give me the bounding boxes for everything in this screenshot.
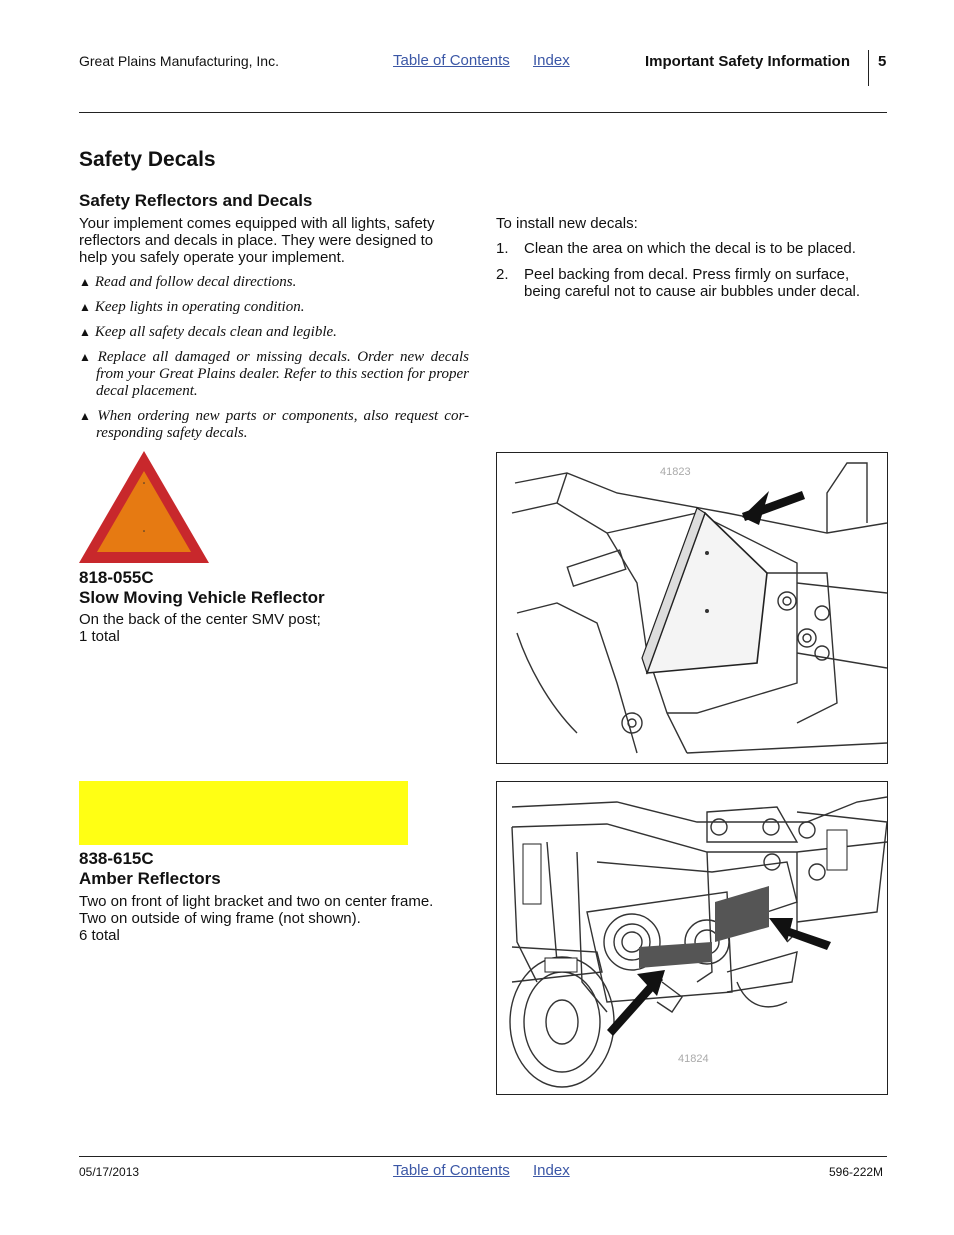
figure2-id: 41824 [678, 1053, 709, 1065]
install-step: Peel backing from decal. Press firmly on surface, being careful not to cause air bubbles under decal. [524, 266, 861, 300]
bullet-item: ▲ When ordering new parts or components, also request cor-responding safety decals. [79, 408, 469, 441]
decal1-part-number: 818-055C [79, 568, 154, 587]
footer-doc-number: 596-222M [829, 1165, 884, 1179]
figure-smv-post [496, 452, 888, 764]
intro-text: Your implement comes equipped with all lights, safety reflectors and decals in place. They were designed to help you safely operate your implement. [79, 215, 435, 266]
header-toc-link[interactable]: Table of Contents [393, 52, 510, 69]
decal2-part-number: 838-615C [79, 849, 154, 868]
footer-index-link[interactable]: Index [533, 1162, 570, 1179]
triangle-bullet-icon: ▲ [79, 325, 91, 339]
page-number: 5 [878, 53, 887, 70]
triangle-bullet-icon: ▲ [79, 275, 91, 289]
figure1-id: 41823 [660, 466, 691, 478]
bullet-item: ▲ Keep lights in operating condition. [79, 299, 305, 315]
amber-reflectors-illustration [497, 782, 887, 1094]
install-lead: To install new decals: [496, 215, 638, 232]
footer-date: 05/17/2013 [79, 1165, 140, 1179]
install-step-number: 1. [496, 240, 509, 257]
figure-amber-reflectors [496, 781, 888, 1095]
decal2-desc: Two on front of light bracket and two on center frame. [79, 893, 434, 910]
decal1-name: Slow Moving Vehicle Reflector [79, 588, 325, 607]
page-title: Safety Decals [79, 148, 216, 171]
bullet-item: ▲ Keep all safety decals clean and legible. [79, 324, 337, 340]
footer-toc-link[interactable]: Table of Contents [393, 1162, 510, 1179]
triangle-bullet-icon: ▲ [79, 300, 91, 314]
section-subtitle: Safety Reflectors and Decals [79, 191, 313, 210]
decal2-name: Amber Reflectors [79, 869, 221, 888]
smv-reflector-decal [79, 451, 209, 566]
install-step-number: 2. [496, 266, 509, 283]
bullet-item: ▲ Read and follow decal directions. [79, 274, 297, 290]
amber-reflector-decal [79, 781, 408, 845]
header-rule [79, 112, 887, 113]
decal1-desc: 1 total [79, 628, 120, 645]
triangle-bullet-icon: ▲ [79, 409, 94, 423]
triangle-bullet-icon: ▲ [79, 350, 94, 364]
header-company: Great Plains Manufacturing, Inc. [79, 53, 279, 69]
bullet-item: ▲ Replace all damaged or missing decals. Order new decals from your Great Plains dealer. Refer to this section for proper decal placement. [79, 349, 469, 399]
header-section: Important Safety Information [645, 53, 851, 70]
footer-rule [79, 1156, 887, 1157]
header-separator [868, 50, 869, 86]
decal2-desc: 6 total [79, 927, 120, 944]
install-step: Clean the area on which the decal is to be placed. [524, 240, 856, 257]
smv-post-illustration [497, 453, 887, 763]
header-index-link[interactable]: Index [533, 52, 570, 69]
decal2-desc: Two on outside of wing frame (not shown). [79, 910, 361, 927]
decal1-desc: On the back of the center SMV post; [79, 611, 321, 628]
